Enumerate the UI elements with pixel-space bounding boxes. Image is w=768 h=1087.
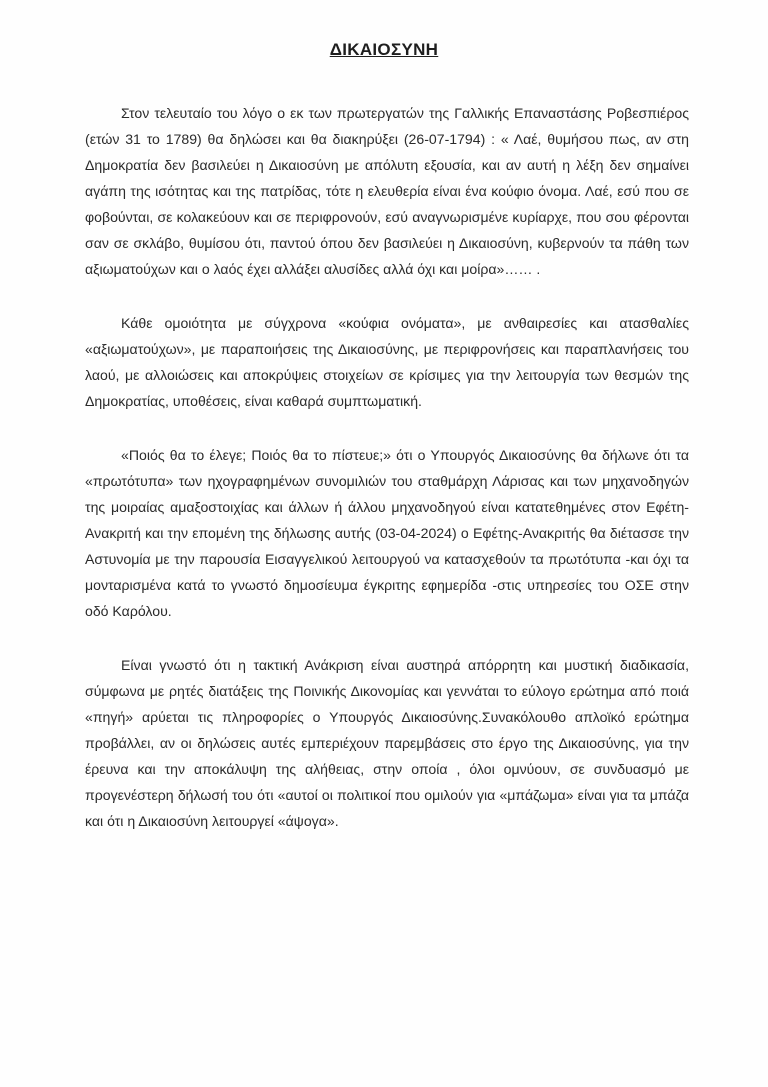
paragraph: Κάθε ομοιότητα με σύγχρονα «κούφια ονόματα», με ανθαιρεσίες και ατασθαλίες «αξιωματούχων», με παραποιήσεις της Δικαιοσύνης, με περιφρονήσεις και παραπλανήσεις του λαού, με αλλοιώσεις και αποκρύψεις στοιχείων σε κρίσιμες για την λειτουργία των θεσμών της Δημοκρατίας, υποθέσεις, είναι καθαρά συμπτωματική. [85,315,689,409]
paragraph: Στον τελευταίο του λόγο ο εκ των πρωτεργατών της Γαλλικής Επαναστάσης Ροβεσπιέρος (ετών 31 το 1789) θα δηλώσει και θα διακηρύξει (26-07-1794) : « Λαέ, θυμήσου πως, αν στη Δημοκρατία δεν βασιλεύει η Δικαιοσύνη με απόλυτη εξουσία, και αν αυτή η λέξη δεν σημαίνει αγάπη της ισότητας και της πατρίδας, τότε η ελευθερία είναι ένα κούφιο όνομα. Λαέ, εσύ που σε φοβούνται, σε κολακεύουν και σε περιφρονούν, εσύ αναγνωρισμένε κυρίαρχε, που σου φέρονται σαν σε σκλάβο, θυμίσου ότι, παντού όπου δεν βασιλεύει η Δικαιοσύνη, κυβερνούν τα πάθη των αξιωματούχων και ο λαός έχει αλλάξει αλυσίδες αλλά όχι και μοίρα»…… . [85,105,689,277]
paragraph: Είναι γνωστό ότι η τακτική Ανάκριση είναι αυστηρά απόρρητη και μυστική διαδικασία, σύμφωνα με ρητές διατάξεις της Ποινικής Δικονομίας και γεννάται το εύλογο ερώτημα από ποιά «πηγή» αρύεται τις πληροφορίες ο Υπουργός Δικαιοσύνης.Συνακόλουθο απλοϊκό ερώτημα προβάλλει, αν οι δηλώσεις αυτές εμπεριέχουν παρεμβάσεις στο έργο της Δικαιοσύνης, για την έρευνα και την αποκάλυψη της αλήθειας, στην οποία , όλοι ομνύουν, σε συνδυασμό με προγενέστερη δήλωσή του ότι «αυτοί οι πολιτικοί που ομιλούν για «μπάζωμα» είναι για τα μπάζα και ότι η Δικαιοσύνη λειτουργεί «άψογα». [85,657,689,829]
document-title: ΔΙΚΑΙΟΣΥΝΗ [329,40,439,59]
document-body [85,100,689,834]
paragraph: «Ποιός θα το έλεγε; Ποιός θα το πίστευε;» ότι ο Υπουργός Δικαιοσύνης θα δήλωνε ότι τα «πρωτότυπα» των ηχογραφημένων συνομιλιών του σταθμάρχη Λάρισας και των μηχανοδηγών της μοιραίας αμαξοστοιχίας και άλλων ή άλλου μηχανοδηγού είναι κατατεθημένες στον Εφέτη-Ανακριτή και την επομένη της δήλωσης αυτής (03-04-2024) ο Εφέτης-Ανακριτής θα διέτασσε την Αστυνομία με την παρουσία Εισαγγελικού λειτουργού να κατασχεθούν τα πρωτότυπα -και όχι τα μονταρισμένα κατά το γνωστό δημοσίευμα έγκριτης εφημερίδα -στις υπηρεσίες του ΟΣΕ στην οδό Καρόλου. [85,447,689,619]
